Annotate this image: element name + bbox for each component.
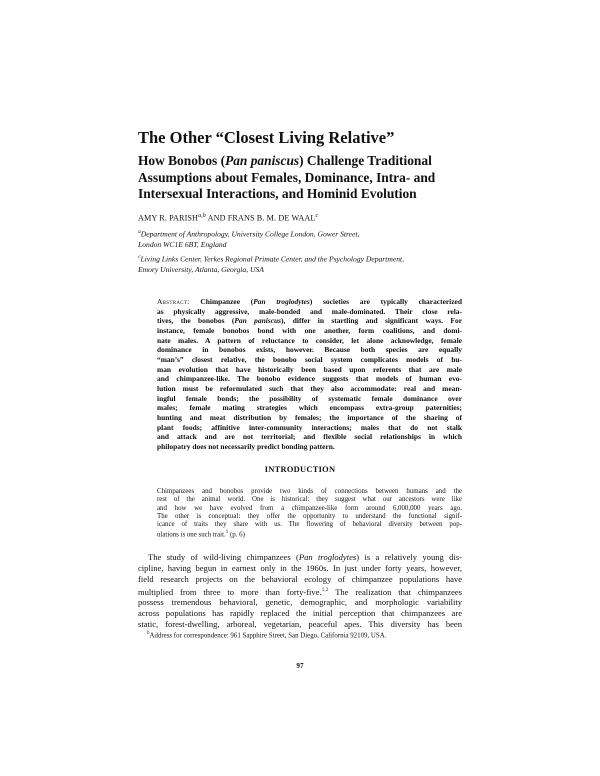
affiliation-c: $^c$Living Links Center, Yerkes Regional Primate Center, and the Psychology Department, Emory University, Atlanta, Georgia, USA xyxy=(138,254,405,274)
body-paragraph: The study of wild-living chimpanzees (Pan troglodytes) is a relatively young dis- cipline, having begun in earnest only in the 1960s. In just under forty years, however, field research projects on the behavioral ecology of chimpanzee populations have multiplied from three to more than forty-five.$^{1,2}$ The realization that chimpanzees possess tremendous behavioral, genetic, demographic, and morphologic variability across populations has rapidly replaced the initial perception that chimpanzees are static, forest-dwelling, arboreal, vegetarian, peaceful apes. This diversity has been xyxy=(138,552,462,630)
abstract: Abstract: Chimpanzee (Pan troglodytes) societies are typically characterized as physically aggressive, male-bonded and male-dominated. Their close rela- tives, the bonobos (Pan paniscus), differ in startling and significant ways. For instance, female bonobos bond with one another, form coalitions, and domi- nate males. A pattern of reluctance to consider, let alone acknowledge, female dominance in bonobos exists, however. Because both species are equally “man’s” closest relative, the bonobo social system complicates models of hu- man evolution that have historically been based upon referents that are male and chimpanzee-like. The bonobo evidence suggests that models of human evo- lution must be reformulated such that they also accommodate: real and mean- ingful female bonds; the possibility of systematic female dominance over males; female mating strategies which encompass extra-group paternities; hunting and meat distribution by females; the importance of the sharing of plant foods; affinitive inter-community interactions; males that do not stalk and attack and are not territorial; and flexible social relationships in which philopatry does not necessarily predict bonding pattern. xyxy=(157,297,462,451)
subtitle-line-3: Intersexual Interactions, and Hominid Evolution xyxy=(138,186,417,201)
subtitle-line-2: Assumptions about Females, Dominance, Intra- and xyxy=(138,169,436,185)
article-title: The Other “Closest Living Relative” xyxy=(138,128,395,147)
article-subtitle xyxy=(138,153,478,203)
section-heading-introduction: INTRODUCTION xyxy=(264,465,336,474)
subtitle-line-1: How Bonobos (Pan paniscus) Challenge Traditional xyxy=(138,153,432,168)
page-number: 97 xyxy=(296,662,304,670)
citation-marker: 1,2 xyxy=(321,586,329,593)
abstract-label: Abstract: xyxy=(157,297,190,306)
affiliation-a: $^a$Department of Anthropology, University College London, Gower Street, London WC1E 6BT, England xyxy=(138,229,360,249)
citation-marker: 1 xyxy=(225,530,229,536)
author-de-waal: AND FRANS B. M. DE WAAL xyxy=(205,213,316,223)
epigraph-quote: Chimpanzees and bonobos provide two kinds of connections between humans and the rest of the animal world. One is historical: they suggest what our ancestors were like and how we have evolved from a chimpanzee-like form around 6,000,000 years ago. The other is conceptual: they offer the opportunity to understand the functional signif- icance of traits they share with us. The flowering of behavioral diversity between pop- ulations is one such trait.$^1$ (p. 6) xyxy=(157,488,462,539)
author-list: AMY R. PARISH$^{a,b}$ AND FRANS B. M. DE WAAL$^c$ xyxy=(138,213,319,223)
correspondence-footnote: $^b$Address for correspondence: 961 Sapphire Street, San Diego, California 92109, USA. xyxy=(147,631,387,640)
author-parish: AMY R. PARISH xyxy=(138,213,199,223)
species-name-bonobo: Pan paniscus xyxy=(225,153,300,168)
